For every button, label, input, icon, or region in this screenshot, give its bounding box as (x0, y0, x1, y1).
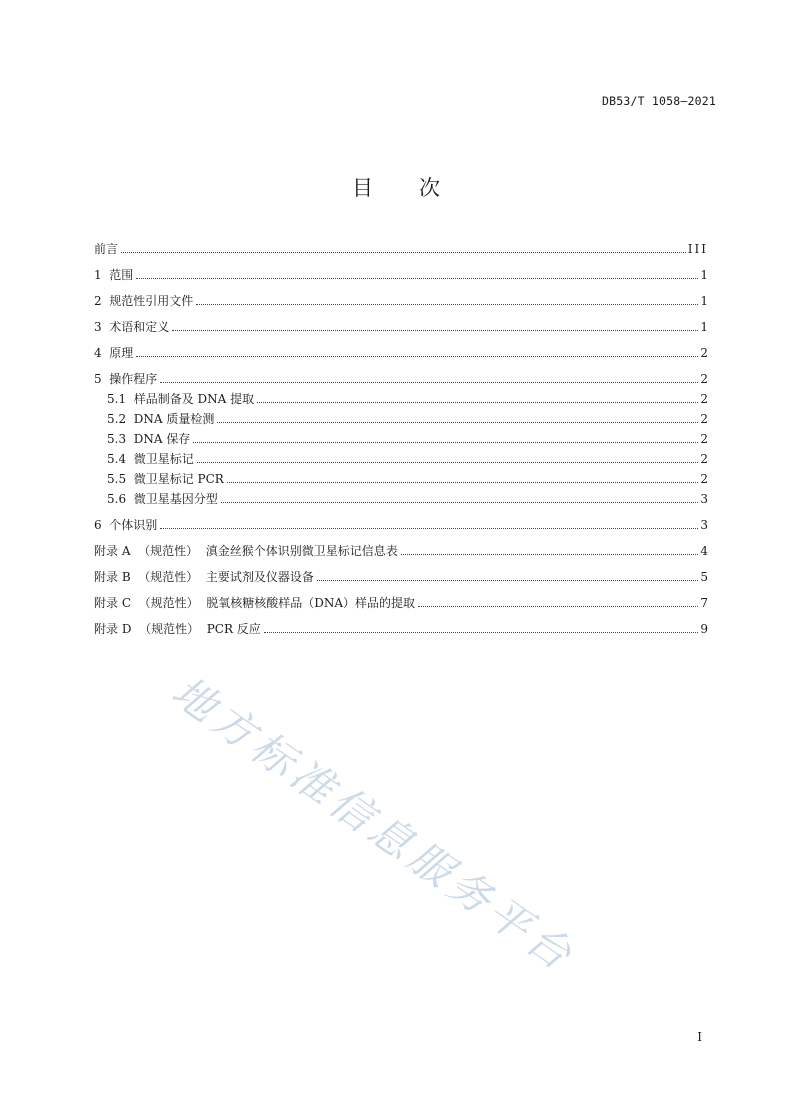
toc-entry-page: 2 (700, 372, 708, 386)
toc-entry-label: 附录 B （规范性） 主要试剂及仪器设备 (94, 570, 314, 584)
toc-entry-page: 2 (700, 346, 708, 360)
toc-entry-5-2[interactable] (107, 412, 708, 426)
toc-entry-label: 6 个体识别 (94, 518, 158, 532)
toc-leader (418, 605, 698, 607)
toc-entry-terms[interactable] (94, 320, 708, 334)
toc-entry-label: 5.5 微卫星标记 PCR (107, 472, 224, 486)
title-char-1: 目 (352, 176, 373, 200)
toc-entry-label: 5.2 DNA 质量检测 (107, 412, 215, 426)
toc-entry-label: 5.1 样品制备及 DNA 提取 (107, 392, 255, 406)
toc-entry-label: 3 术语和定义 (94, 320, 170, 334)
toc-entry-appendix-b[interactable] (94, 570, 708, 584)
toc-leader (160, 381, 698, 383)
toc-entry-page: 2 (700, 452, 708, 466)
toc-entry-page: 9 (700, 622, 708, 636)
toc-entry-page: 3 (700, 518, 708, 532)
toc-entry-scope[interactable] (94, 268, 708, 282)
toc-leader (197, 461, 698, 463)
page-title (0, 172, 792, 202)
toc-leader (221, 501, 698, 503)
toc-entry-page: 2 (700, 472, 708, 486)
toc-entry-label: 附录 D （规范性） PCR 反应 (94, 622, 261, 636)
toc-entry-5-1[interactable] (107, 392, 708, 406)
toc-entry-page: 2 (700, 392, 708, 406)
watermark-text: 地方标准信息服务平台 (163, 666, 585, 983)
toc-entry-appendix-d[interactable] (94, 622, 708, 636)
toc-leader (136, 277, 698, 279)
toc-entry-page: 3 (700, 492, 708, 506)
toc-entry-page: 5 (700, 570, 708, 584)
toc-entry-label: 5.6 微卫星基因分型 (107, 492, 218, 506)
toc-leader (136, 355, 698, 357)
toc-entry-page: 1 (700, 268, 708, 282)
toc-entry-page: 4 (700, 544, 708, 558)
toc-entry-appendix-c[interactable] (94, 596, 708, 610)
toc-entry-label: 前言 (94, 242, 119, 256)
table-of-contents (94, 236, 708, 636)
title-char-2: 次 (419, 176, 440, 200)
toc-entry-page: 2 (700, 432, 708, 446)
toc-leader (193, 441, 698, 443)
toc-entry-principle[interactable] (94, 346, 708, 360)
toc-leader (264, 631, 698, 633)
toc-entry-identification[interactable] (94, 518, 708, 532)
toc-entry-5-5[interactable] (107, 472, 708, 486)
toc-entry-page: 1 (700, 294, 708, 308)
toc-leader (160, 527, 698, 529)
toc-entry-page: 1 (700, 320, 708, 334)
toc-leader (257, 401, 698, 403)
toc-entry-5-4[interactable] (107, 452, 708, 466)
toc-leader (121, 251, 686, 253)
toc-leader (217, 421, 698, 423)
toc-entry-label: 附录 A （规范性） 滇金丝猴个体识别微卫星标记信息表 (94, 544, 398, 558)
toc-entry-label: 附录 C （规范性） 脱氧核糖核酸样品（DNA）样品的提取 (94, 596, 416, 610)
toc-leader (401, 553, 698, 555)
toc-leader (172, 329, 698, 331)
toc-entry-page: III (687, 242, 708, 256)
document-code: DB53/T 1058—2021 (602, 94, 716, 108)
toc-entry-5-3[interactable] (107, 432, 708, 446)
toc-entry-foreword[interactable] (94, 242, 708, 256)
toc-entry-label: 5.3 DNA 保存 (107, 432, 191, 446)
toc-leader (317, 579, 698, 581)
toc-entry-normative-references[interactable] (94, 294, 708, 308)
toc-entry-label: 4 原理 (94, 346, 134, 360)
toc-entry-appendix-a[interactable] (94, 544, 708, 558)
toc-entry-label: 1 范围 (94, 268, 134, 282)
toc-leader (196, 303, 698, 305)
toc-entry-page: 7 (700, 596, 708, 610)
toc-entry-5-6[interactable] (107, 492, 708, 506)
toc-entry-page: 2 (700, 412, 708, 426)
toc-entry-label: 5.4 微卫星标记 (107, 452, 194, 466)
toc-leader (227, 481, 698, 483)
toc-entry-label: 2 规范性引用文件 (94, 294, 194, 308)
toc-entry-label: 5 操作程序 (94, 372, 158, 386)
toc-entry-procedure[interactable] (94, 372, 708, 386)
page-number: I (697, 1030, 702, 1044)
